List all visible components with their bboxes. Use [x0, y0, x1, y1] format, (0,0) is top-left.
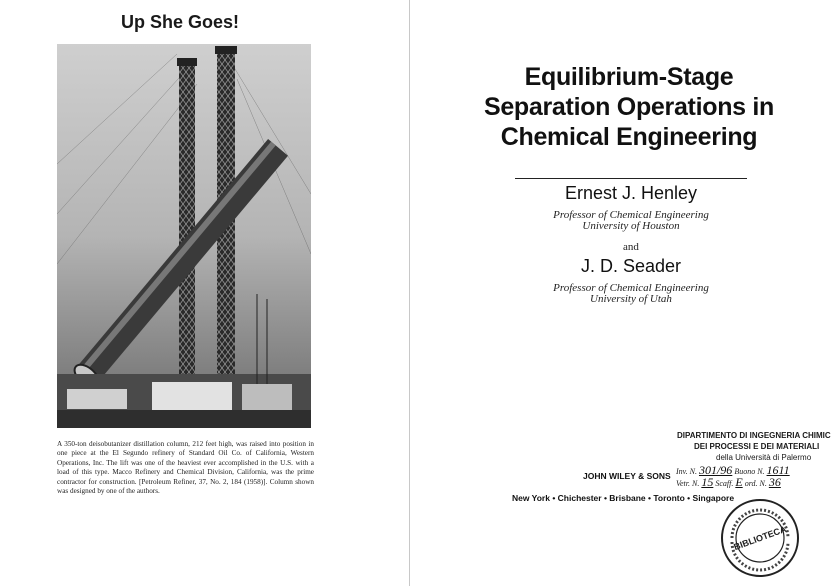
ord-label: ord. N. — [744, 479, 767, 488]
book-title-line-3: Chemical Engineering — [500, 123, 758, 151]
photo-caption: A 350-ton deisobutanizer distillation column, 212 feet high, was raised into position in one piece at the El Segundo refinery of Standard Oil Co. of California, Western Operations, Inc. The lift was one of the heaviest ever accomplished in the U.S. with a load of this type. Macco Refinery and Chemical Division, California, was the prime contractor for construction. [Petroleum Refiner, 37, No. 2, 184 (1958)]. Column shown was designed by one of the authors. — [57, 440, 314, 496]
author-2-affiliation-line-2: University of Utah — [590, 293, 672, 305]
and-separator: and — [623, 241, 639, 253]
book-title — [470, 62, 788, 152]
inventory-number: 301/96 — [698, 463, 733, 477]
stamp-university: della Università di Palermo — [716, 453, 812, 462]
buono-number: 1611 — [766, 463, 790, 477]
buono-label: Buono N. — [734, 467, 765, 476]
stamp-shelf-row — [676, 475, 781, 490]
page-gutter — [409, 0, 410, 586]
seal-icon — [718, 496, 802, 580]
book-title-line-2: Separation Operations in — [483, 93, 775, 121]
stamp-department-line-1: DIPARTIMENTO DI INGEGNERIA CHIMIC — [677, 431, 831, 440]
ord-number: 36 — [768, 475, 781, 489]
publisher-name: JOHN WILEY & SONS — [583, 471, 671, 481]
library-seal-stamp — [718, 496, 802, 580]
title-divider — [515, 178, 747, 179]
book-title-line-1: Equilibrium-Stage — [524, 63, 734, 91]
photo-illustration — [57, 44, 311, 428]
author-1-affiliation-line-2: University of Houston — [582, 220, 680, 232]
distillation-column-photo — [57, 44, 311, 428]
stamp-department-line-2: DEI PROCESSI E DEI MATERIALI — [694, 442, 820, 451]
scaff-value: E — [735, 475, 743, 489]
inventory-label: Inv. N. — [676, 467, 697, 476]
publisher-cities: New York • Chichester • Brisbane • Toronto • Singapore — [512, 493, 735, 503]
seal-label: BIBLIOTECA — [732, 523, 788, 553]
photo-title: Up She Goes! — [120, 12, 240, 32]
author-1-name: Ernest J. Henley — [564, 183, 698, 203]
scaff-label: Scaff. — [715, 479, 734, 488]
author-2-affiliation-line-1: Professor of Chemical Engineering — [553, 282, 709, 294]
author-1-affiliation-line-1: Professor of Chemical Engineering — [553, 209, 709, 221]
vetr-label: Vetr. N. — [676, 479, 700, 488]
author-2-name: J. D. Seader — [580, 256, 682, 276]
vetr-number: 15 — [701, 475, 714, 489]
